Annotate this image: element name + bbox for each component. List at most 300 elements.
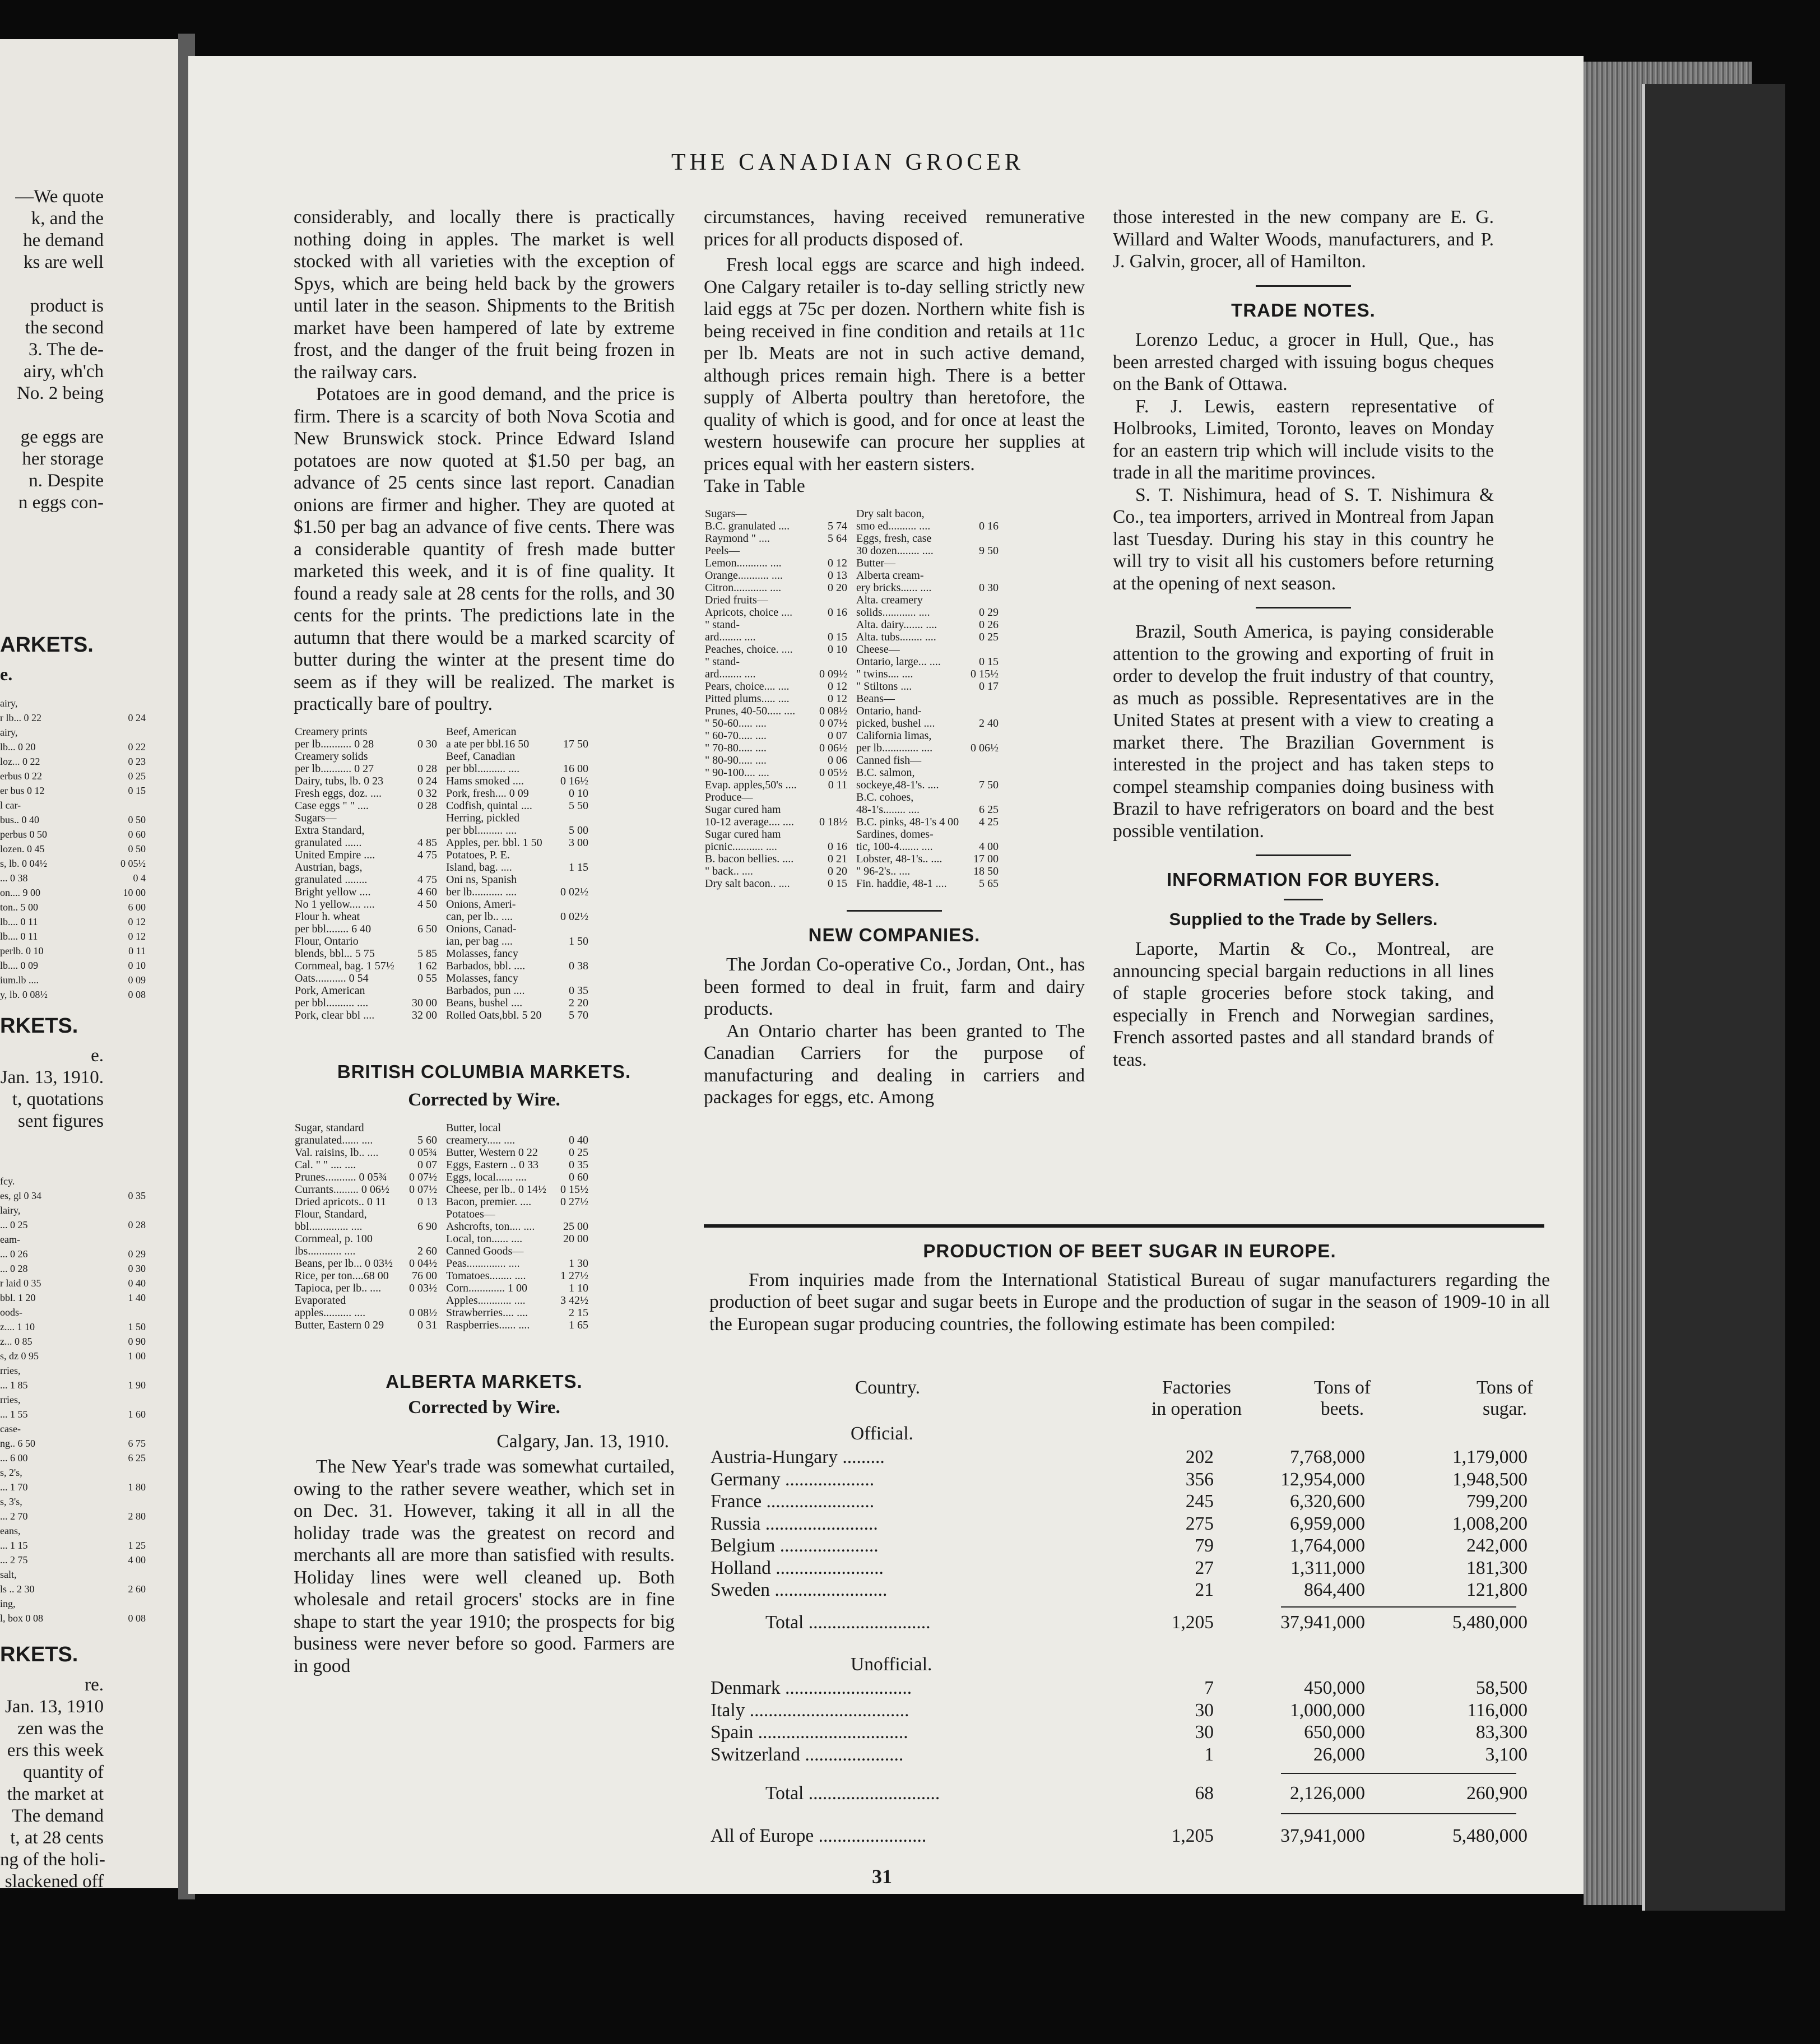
- fragment-price-label: lb.... 0 11: [0, 916, 38, 927]
- price-label: Apples, per. bbl. 1 50: [446, 836, 542, 849]
- price-row: [294, 898, 438, 910]
- column-1: [294, 206, 675, 1677]
- price-value: 0 13: [828, 569, 847, 582]
- price-value: 0 15½: [971, 667, 999, 680]
- price-label: Case eggs " " ....: [295, 799, 369, 812]
- fragment-price-row: [0, 798, 146, 812]
- price-value: 0 16: [828, 840, 847, 853]
- col1-paragraph-1: considerably, and locally there is practically nothing doing in apples. The market is well stocked with all varieties with the exception of Spys, which are being held back by the growers until later in the season. Shipments to the British market have been hampered of late by extreme frost, and the danger of the fruit being frozen in the railway cars.: [294, 207, 675, 383]
- price-value: [967, 754, 1000, 767]
- sugar-cell: 116,000: [1467, 1699, 1527, 1721]
- price-value: 0 06: [828, 754, 847, 767]
- price-value: 0 35: [569, 984, 588, 997]
- price-value: [406, 726, 438, 738]
- fragment-price-row: [0, 1480, 146, 1494]
- price-value: [816, 791, 848, 803]
- price-row: [445, 898, 589, 910]
- price-label: Lemon........... ....: [705, 556, 782, 569]
- price-value: [967, 508, 1000, 520]
- price-value: 0 02½: [560, 885, 588, 898]
- price-row: [294, 1319, 438, 1331]
- fragment-price-value: 1 60: [128, 1409, 146, 1420]
- price-label: per bbl......... ....: [446, 824, 517, 837]
- fragment-price-value: 1 25: [128, 1540, 146, 1551]
- price-row: [704, 656, 848, 668]
- beet-table-row: [704, 1469, 1556, 1492]
- beet-table-row: [704, 1783, 1556, 1805]
- price-row: [855, 840, 1000, 853]
- price-row: [704, 680, 848, 693]
- country-cell: Sweden ........................: [711, 1580, 888, 1600]
- price-value: [406, 984, 438, 997]
- price-label: ard........ ....: [705, 667, 756, 680]
- fragment-price-label: ... 0 38: [0, 872, 28, 884]
- price-label: Eggs, fresh, case: [856, 532, 932, 545]
- fragment-price-value: 6 00: [128, 902, 146, 913]
- sugar-cell: 1,948,500: [1452, 1469, 1527, 1490]
- fragment-price-label: ... 2 75: [0, 1554, 28, 1565]
- price-value: 2 40: [979, 717, 999, 730]
- price-label: Austrian, bags,: [295, 861, 363, 874]
- price-label: Butter, Western 0 22: [446, 1146, 538, 1159]
- price-value: 0 20: [828, 865, 847, 877]
- price-value: 0 55: [417, 972, 437, 984]
- price-label: Sugars—: [295, 811, 337, 824]
- fragment-price-label: ... 0 28: [0, 1263, 28, 1274]
- fragment-price-label: l, box 0 08: [0, 1613, 44, 1624]
- price-label: Currants......... 0 06½: [295, 1183, 389, 1196]
- factories-cell: 1,205: [1171, 1611, 1214, 1633]
- price-value: 0 16: [828, 606, 847, 619]
- price-value: [406, 750, 438, 763]
- col3-paragraph-1: those interested in the new company are E. G. Willard and Walter Woods, manufacturers, and P. J. Galvin, grocer, all of Hamilton.: [1113, 207, 1494, 272]
- factories-cell: 30: [1195, 1699, 1214, 1721]
- price-row: [855, 853, 1000, 865]
- price-value: 6 25: [979, 803, 999, 816]
- price-label: Sugar, standard: [295, 1121, 364, 1134]
- factories-cell: 79: [1195, 1535, 1214, 1556]
- price-row: [294, 726, 438, 738]
- price-row: [294, 738, 438, 750]
- beets-cell: 37,941,000: [1280, 1825, 1365, 1846]
- price-label: B.C. pinks, 48-1's 4 00: [856, 815, 959, 828]
- fragment-price-label: perbus 0 50: [0, 829, 47, 840]
- price-label: Fresh eggs, doz. ....: [295, 787, 382, 800]
- left-fragment-subheading-1: e.: [0, 664, 13, 684]
- price-label: Butter—: [856, 556, 895, 569]
- price-value: 1 50: [569, 935, 588, 947]
- price-value: [557, 1208, 589, 1220]
- price-label: Dried fruits—: [705, 593, 768, 606]
- price-value: 7 50: [979, 778, 999, 791]
- price-value: 9 50: [979, 544, 999, 557]
- price-row: [294, 1134, 438, 1146]
- beets-cell: 1,000,000: [1290, 1699, 1365, 1721]
- price-row: [704, 840, 848, 853]
- beet-table-row: [704, 1744, 1556, 1767]
- fragment-price-row: [0, 929, 146, 944]
- price-value: 76 00: [412, 1269, 437, 1282]
- country-cell: France .......................: [711, 1491, 875, 1512]
- price-row: [294, 960, 438, 972]
- col2-prices-right: [855, 508, 1000, 890]
- price-label: granulated ........: [295, 873, 368, 886]
- price-row: [855, 742, 1000, 754]
- fragment-price-value: 0 09: [128, 974, 146, 986]
- price-row: [855, 582, 1000, 594]
- col2-rule: [847, 910, 942, 912]
- fragment-line: Jan. 13, 1910: [5, 1697, 104, 1717]
- price-row: [855, 816, 1000, 828]
- fragment-price-row: [0, 1407, 146, 1421]
- price-label: B.C. salmon,: [856, 766, 915, 779]
- fragment-price-label: lb.... 0 11: [0, 931, 38, 942]
- price-row: [294, 935, 438, 947]
- price-row: [704, 742, 848, 754]
- fragment-line: t, at 28 cents: [10, 1828, 104, 1848]
- price-row: [445, 997, 589, 1009]
- sugar-cell: 260,900: [1466, 1783, 1527, 1804]
- fragment-price-label: oods-: [0, 1307, 22, 1318]
- price-label: 10-12 average.... ....: [705, 815, 794, 828]
- fragment-price-row: [0, 842, 146, 856]
- price-value: [406, 824, 438, 837]
- beet-table-section-label: [704, 1654, 1556, 1678]
- price-value: [557, 923, 589, 935]
- price-row: [445, 861, 589, 874]
- price-value: [406, 935, 438, 947]
- fragment-price-label: ... 0 25: [0, 1219, 28, 1230]
- fragment-line: quantity of: [23, 1762, 104, 1782]
- price-row: [445, 824, 589, 837]
- fragment-price-label: ium.lb ....: [0, 974, 39, 986]
- price-label: creamery..... ....: [446, 1134, 516, 1146]
- sugar-cell: 121,800: [1466, 1580, 1527, 1600]
- beet-sugar-heading: PRODUCTION OF BEET SUGAR IN EUROPE.: [923, 1241, 1336, 1261]
- price-value: 0 28: [417, 799, 437, 812]
- column-3: [1113, 206, 1494, 1071]
- factories-cell: 245: [1185, 1491, 1214, 1512]
- price-label: Val. raisins, lb.. ....: [295, 1146, 379, 1159]
- price-row: [445, 1294, 589, 1307]
- price-label: Oats........... 0 54: [295, 972, 369, 984]
- price-label: " 60-70..... ....: [705, 729, 767, 742]
- fragment-price-value: 0 22: [128, 741, 146, 752]
- fragment-price-row: [0, 783, 146, 798]
- price-row: [704, 619, 848, 631]
- sugar-cell: 1,008,200: [1452, 1513, 1527, 1534]
- price-value: [557, 898, 589, 910]
- price-label: No 1 yellow.... ....: [295, 898, 375, 910]
- beet-table-row: [704, 1447, 1556, 1469]
- fragment-price-row: [0, 1392, 146, 1407]
- price-row: [294, 1270, 438, 1282]
- fragment-price-row: [0, 1203, 146, 1218]
- price-value: 5 00: [569, 824, 588, 837]
- price-value: 5 70: [569, 1009, 588, 1021]
- price-label: per lb............. ....: [856, 741, 933, 754]
- price-row: [294, 1159, 438, 1171]
- section-label: Unofficial.: [851, 1654, 932, 1675]
- fragment-price-row: [0, 710, 146, 725]
- fragment-price-label: rries,: [0, 1394, 21, 1405]
- trade-notes-paragraph-1: Lorenzo Leduc, a grocer in Hull, Que., has been arrested charged with issuing bogus cheques on the Bank of Ottawa.: [1113, 329, 1494, 394]
- fragment-line: zen was the: [17, 1718, 104, 1739]
- country-cell: Holland .......................: [711, 1557, 884, 1578]
- price-label: Fin. haddie, 48-1 ....: [856, 877, 947, 890]
- price-row: [855, 643, 1000, 656]
- price-value: 17 00: [973, 852, 999, 865]
- price-label: Creamery solids: [295, 750, 368, 763]
- price-value: [557, 1245, 589, 1257]
- price-value: 0 30: [979, 581, 999, 594]
- price-value: 0 07: [828, 729, 847, 742]
- fragment-price-label: s, dz 0 95: [0, 1350, 39, 1362]
- price-row: [704, 606, 848, 619]
- price-row: [294, 1245, 438, 1257]
- price-row: [445, 849, 589, 861]
- price-value: 0 40: [569, 1134, 588, 1146]
- fragment-price-row: [0, 958, 146, 973]
- col2-paragraph-2: Fresh local eggs are scarce and high indeed. One Calgary retailer is to-day selling strictly new laid eggs at 75c per dozen. Northern white fish is being received in fine condition and retails at 11c per lb. Meats are not in such active demand, although prices remain high. There is a better supply of Alberta poultry than heretofore, the quality of which is good, and for once at least the western housewife can procure her supplies at prices equal with her eastern sisters.: [704, 254, 1085, 475]
- fragment-line: airy, wh'ch: [23, 361, 104, 382]
- price-row: [445, 1134, 589, 1146]
- fragment-price-value: 0 90: [128, 1336, 146, 1347]
- fragment-line: e.: [91, 1046, 104, 1066]
- price-value: 0 05¾: [409, 1146, 437, 1159]
- price-value: [816, 545, 848, 557]
- price-row: [855, 865, 1000, 877]
- factories-header-line: in operation: [1152, 1399, 1242, 1419]
- price-row: [445, 1159, 589, 1171]
- price-row: [445, 1196, 589, 1208]
- price-row: [855, 693, 1000, 705]
- price-value: 4 75: [417, 873, 437, 886]
- price-label: smo ed.......... ....: [856, 519, 931, 532]
- fragment-line: her storage: [22, 449, 104, 469]
- price-label: granulated...... ....: [295, 1134, 373, 1146]
- price-row: [855, 656, 1000, 668]
- price-label: Cornmeal, p. 100: [295, 1232, 373, 1245]
- fragment-price-row: [0, 1174, 146, 1188]
- price-value: 4 50: [417, 898, 437, 910]
- price-row: [294, 984, 438, 997]
- factories-cell: 356: [1185, 1469, 1214, 1490]
- price-value: [557, 750, 589, 763]
- fragment-price-row: [0, 1523, 146, 1538]
- price-row: [445, 775, 589, 787]
- price-label: per lb........... 0 27: [295, 762, 374, 775]
- information-for-buyers-paragraph: Laporte, Martin & Co., Montreal, are announcing special bargain reductions in all lines of staple groceries before stock taking, and especially in French and Norwegian sardines, French assorted pastes and all standard brands of teas.: [1113, 939, 1494, 1070]
- price-label: Eggs, local...... ....: [446, 1170, 527, 1183]
- price-row: [445, 935, 589, 947]
- price-row: [855, 508, 1000, 520]
- price-label: " 50-60..... ....: [705, 717, 767, 730]
- price-label: " 90-100.... ....: [705, 766, 769, 779]
- price-row: [445, 1307, 589, 1319]
- fragment-price-value: 0 10: [128, 960, 146, 971]
- price-value: 0 25: [979, 630, 999, 643]
- fragment-price-label: ls .. 2 30: [0, 1583, 35, 1595]
- price-label: Island, bag. ....: [446, 861, 512, 874]
- price-label: B.C. cohoes,: [856, 791, 914, 803]
- fragment-price-label: l car-: [0, 800, 21, 811]
- fragment-price-label: ton.. 5 00: [0, 902, 39, 913]
- price-label: 30 dozen........ ....: [856, 544, 934, 557]
- fragment-price-label: lairy,: [0, 1205, 21, 1216]
- price-row: [294, 1122, 438, 1134]
- price-row: [704, 545, 848, 557]
- price-row: [294, 1183, 438, 1196]
- fragment-price-row: [0, 1290, 146, 1305]
- price-row: [855, 791, 1000, 803]
- beet-table-header: [704, 1377, 1556, 1423]
- fragment-price-label: s, 2's,: [0, 1467, 22, 1478]
- price-row: [704, 643, 848, 656]
- fragment-price-value: 10 00: [123, 887, 146, 898]
- price-value: [557, 812, 589, 824]
- price-value: 0 18½: [819, 815, 847, 828]
- beet-table-row: [704, 1825, 1556, 1848]
- fragment-price-value: 0 05½: [120, 858, 146, 869]
- price-label: per bbl.......... ....: [446, 762, 520, 775]
- fragment-price-value: 0 25: [128, 770, 146, 782]
- sugar-header: [1477, 1377, 1533, 1420]
- price-row: [855, 532, 1000, 545]
- price-label: Potatoes—: [446, 1207, 495, 1220]
- price-value: 0 16: [979, 519, 999, 532]
- fragment-price-row: [0, 1218, 146, 1232]
- price-row: [294, 1146, 438, 1159]
- price-value: [816, 828, 848, 840]
- price-label: Local, ton...... ....: [446, 1232, 523, 1245]
- factories-header: [1152, 1377, 1242, 1420]
- price-label: Evaporated: [295, 1294, 346, 1307]
- price-label: " Stiltons ....: [856, 680, 912, 693]
- price-row: [445, 960, 589, 972]
- price-row: [855, 730, 1000, 742]
- price-row: [445, 972, 589, 984]
- fragment-price-value: 0 30: [128, 1263, 146, 1274]
- price-row: [855, 606, 1000, 619]
- price-row: [445, 874, 589, 886]
- price-value: 0 15: [828, 877, 847, 890]
- fragment-price-label: er bus 0 12: [0, 785, 45, 796]
- price-value: [816, 803, 848, 816]
- price-value: 0 27½: [560, 1195, 588, 1208]
- fragment-price-row: [0, 1232, 146, 1247]
- fragment-price-value: 4 00: [128, 1554, 146, 1565]
- price-value: 0 30: [417, 737, 437, 750]
- fragment-line: k, and the: [31, 208, 104, 229]
- fragment-price-label: ... 1 15: [0, 1540, 28, 1551]
- fragment-price-label: lb... 0 20: [0, 741, 36, 752]
- fragment-line: ng of the holi-: [0, 1850, 105, 1870]
- price-label: Produce—: [705, 791, 753, 803]
- price-row: [445, 947, 589, 960]
- price-row: [855, 545, 1000, 557]
- price-row: [855, 631, 1000, 643]
- fragment-price-row: [0, 1334, 146, 1349]
- price-label: Raspberries...... ....: [446, 1318, 530, 1331]
- price-label: Onions, Ameri-: [446, 898, 516, 910]
- fragment-price-value: 0 4: [133, 872, 146, 884]
- fragment-price-row: [0, 1261, 146, 1276]
- price-row: [294, 1009, 438, 1021]
- price-row: [294, 1294, 438, 1307]
- price-row: [855, 705, 1000, 717]
- price-value: 0 12: [828, 692, 847, 705]
- price-value: 0 06½: [971, 741, 999, 754]
- beet-table-row: [704, 1678, 1556, 1700]
- price-row: [445, 1208, 589, 1220]
- price-row: [445, 1257, 589, 1270]
- fragment-price-value: 0 12: [128, 916, 146, 927]
- fragment-price-row: [0, 1436, 146, 1451]
- country-cell: Total ..........................: [765, 1611, 931, 1633]
- beets-cell: 12,954,000: [1280, 1469, 1365, 1490]
- price-label: Raymond " ....: [705, 532, 770, 545]
- fragment-line: t, quotations: [12, 1089, 104, 1109]
- price-value: [967, 557, 1000, 569]
- bc-markets-subheading: Corrected by Wire.: [408, 1090, 560, 1110]
- sugar-cell: 3,100: [1485, 1744, 1527, 1765]
- fragment-price-row: [0, 856, 146, 871]
- fragment-price-value: 0 29: [128, 1248, 146, 1260]
- price-label: Apricots, choice ....: [705, 606, 793, 619]
- price-row: [704, 594, 848, 606]
- sugar-cell: 799,200: [1466, 1491, 1527, 1512]
- beet-table-row: [704, 1612, 1556, 1634]
- price-row: [445, 812, 589, 824]
- price-value: 4 60: [417, 885, 437, 898]
- price-value: 0 31: [417, 1318, 437, 1331]
- left-fragment-top-text: [0, 186, 174, 514]
- column-2: [704, 206, 1085, 1109]
- price-label: ery bricks...... ....: [856, 581, 932, 594]
- price-label: lbs............ ....: [295, 1244, 356, 1257]
- price-row: [294, 750, 438, 763]
- fragment-price-label: r laid 0 35: [0, 1278, 41, 1289]
- price-row: [445, 1122, 589, 1134]
- price-label: Beans, bushel ....: [446, 996, 523, 1009]
- price-row: [704, 717, 848, 730]
- price-label: Bright yellow ....: [295, 885, 371, 898]
- fragment-price-label: eans,: [0, 1525, 21, 1536]
- fragment-price-label: ing,: [0, 1598, 16, 1609]
- beet-table-total-rule: [704, 1805, 1556, 1825]
- price-value: 1 62: [417, 959, 437, 972]
- beet-table-row: [704, 1580, 1556, 1602]
- price-label: ian, per bag ....: [446, 935, 513, 947]
- fragment-price-label: salt,: [0, 1569, 17, 1580]
- fragment-line: the market at: [7, 1784, 104, 1804]
- sugar-cell: 83,300: [1475, 1722, 1527, 1743]
- fragment-price-label: fcy.: [0, 1176, 15, 1187]
- price-label: Flour, Ontario: [295, 935, 359, 947]
- fragment-price-value: 2 60: [128, 1583, 146, 1595]
- price-value: 5 60: [417, 1134, 437, 1146]
- fragment-price-value: 0 15: [128, 785, 146, 796]
- price-label: Beef, Canadian: [446, 750, 516, 763]
- fragment-price-value: 0 50: [128, 843, 146, 854]
- fragment-line: the second: [25, 318, 104, 338]
- price-row: [294, 886, 438, 898]
- price-row: [704, 508, 848, 520]
- price-row: [294, 1208, 438, 1220]
- fragment-price-row: [0, 1596, 146, 1611]
- country-cell: Belgium .....................: [711, 1535, 879, 1556]
